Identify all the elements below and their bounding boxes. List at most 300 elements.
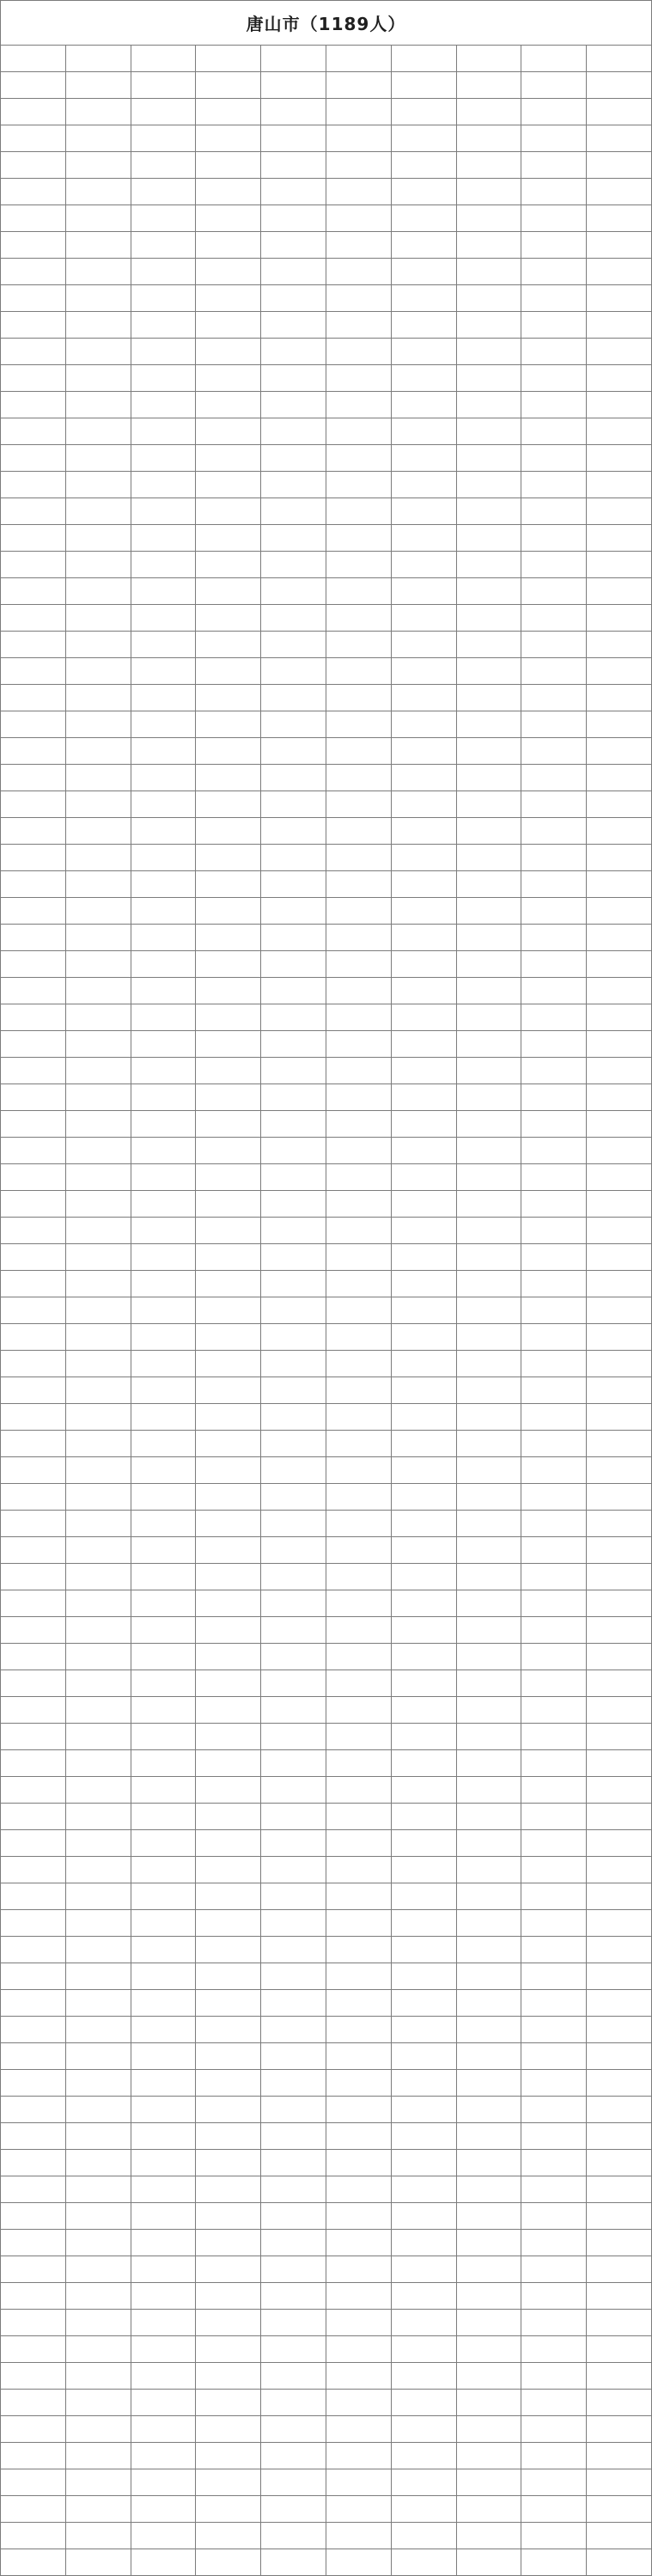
roster-name-cell [196,2443,261,2469]
roster-name-cell [587,658,652,685]
roster-name-cell [587,2123,652,2150]
roster-name-cell [196,1351,261,1377]
roster-row [1,365,652,392]
roster-row [1,1724,652,1750]
roster-name-cell [391,2496,456,2523]
roster-name-cell [261,818,326,845]
roster-name-cell [587,818,652,845]
roster-name-cell [131,1963,196,1990]
roster-row [1,72,652,99]
roster-name-cell [65,2363,131,2390]
roster-name-cell [1,1777,66,1804]
roster-name-cell [196,1111,261,1138]
roster-name-cell [1,1191,66,1218]
roster-name-cell [391,1804,456,1830]
roster-name-cell [587,72,652,99]
roster-name-cell [196,1644,261,1670]
roster-name-cell [65,1537,131,1564]
roster-name-cell [456,1804,521,1830]
roster-name-cell [521,312,587,339]
roster-name-cell [587,2256,652,2283]
roster-name-cell [521,1457,587,1484]
roster-name-cell [587,99,652,125]
roster-name-cell [261,845,326,871]
roster-name-cell [326,1857,391,1883]
roster-name-cell [326,1963,391,1990]
roster-name-cell [521,711,587,738]
roster-name-cell [131,2496,196,2523]
roster-name-cell [65,232,131,259]
roster-name-cell [131,2443,196,2469]
roster-name-cell [326,1138,391,1164]
roster-name-cell [391,205,456,232]
roster-name-cell [196,2390,261,2416]
roster-name-cell [131,72,196,99]
roster-name-cell [261,2523,326,2549]
roster-name-cell [196,2017,261,2043]
roster-name-cell [261,711,326,738]
roster-name-cell [521,2523,587,2549]
roster-name-cell [521,658,587,685]
roster-name-cell [456,205,521,232]
roster-name-cell [261,2496,326,2523]
roster-name-cell [65,2416,131,2443]
roster-name-cell [391,1590,456,1617]
roster-name-cell [587,445,652,472]
roster-name-cell [587,1537,652,1564]
roster-name-cell [65,2070,131,2097]
roster-name-cell [521,2363,587,2390]
roster-name-cell [391,1883,456,1910]
roster-name-cell [131,1830,196,1857]
roster-name-cell [261,2070,326,2097]
roster-name-cell [1,925,66,951]
roster-name-cell [1,1804,66,1830]
roster-name-cell [391,951,456,978]
roster-name-cell [65,925,131,951]
roster-name-cell [261,2336,326,2363]
roster-name-cell [326,445,391,472]
roster-name-cell [456,1910,521,1937]
roster-name-cell [196,1537,261,1564]
roster-name-cell [391,1830,456,1857]
roster-name-cell [1,2443,66,2469]
roster-name-cell [456,2416,521,2443]
roster-name-cell [65,2176,131,2203]
roster-row [1,2123,652,2150]
roster-name-cell [1,418,66,445]
roster-name-cell [391,765,456,791]
roster-name-cell [261,365,326,392]
roster-row [1,1031,652,1058]
roster-name-cell [391,2017,456,2043]
roster-name-cell [65,259,131,285]
roster-name-cell [456,99,521,125]
roster-name-cell [521,1484,587,1511]
roster-name-cell [521,632,587,658]
roster-name-cell [456,2256,521,2283]
roster-name-cell [521,1271,587,1297]
roster-row [1,1004,652,1031]
roster-name-cell [261,1377,326,1404]
roster-name-cell [65,2017,131,2043]
roster-name-cell [1,1271,66,1297]
roster-name-cell [587,2230,652,2256]
roster-name-cell [261,46,326,72]
roster-name-cell [326,1431,391,1457]
roster-row [1,2230,652,2256]
roster-name-cell [1,711,66,738]
roster-name-cell [196,99,261,125]
roster-name-cell [1,525,66,552]
roster-name-cell [391,2390,456,2416]
roster-name-cell [521,2043,587,2070]
roster-name-cell [587,1484,652,1511]
roster-row [1,2256,652,2283]
roster-name-cell [521,2176,587,2203]
roster-name-cell [131,125,196,152]
roster-row [1,179,652,205]
roster-name-cell [391,259,456,285]
roster-name-cell [65,578,131,605]
roster-name-cell [65,951,131,978]
roster-name-cell [456,845,521,871]
roster-name-cell [456,2283,521,2310]
roster-row [1,312,652,339]
roster-name-cell [587,1670,652,1697]
roster-name-cell [521,339,587,365]
roster-row [1,232,652,259]
roster-name-cell [131,978,196,1004]
roster-name-cell [326,2336,391,2363]
roster-name-cell [131,2549,196,2576]
roster-name-cell [65,525,131,552]
roster-name-cell [391,72,456,99]
roster-name-cell [196,1457,261,1484]
roster-row [1,525,652,552]
roster-name-cell [261,1697,326,1724]
roster-name-cell [391,46,456,72]
roster-name-cell [587,2523,652,2549]
roster-name-cell [521,1031,587,1058]
roster-name-cell [326,578,391,605]
roster-name-cell [456,1218,521,1244]
roster-name-cell [196,2469,261,2496]
roster-name-cell [65,1004,131,1031]
roster-name-cell [391,898,456,925]
roster-row [1,1297,652,1324]
roster-name-cell [326,259,391,285]
roster-name-cell [391,1670,456,1697]
roster-name-cell [521,1830,587,1857]
roster-name-cell [196,125,261,152]
roster-name-cell [587,1590,652,1617]
roster-name-cell [196,951,261,978]
roster-name-cell [65,1617,131,1644]
roster-name-cell [1,1244,66,1271]
roster-name-cell [391,2443,456,2469]
roster-name-cell [196,871,261,898]
roster-name-cell [261,578,326,605]
roster-name-cell [587,2150,652,2176]
roster-name-cell [261,1351,326,1377]
roster-name-cell [521,1191,587,1218]
roster-name-cell [456,285,521,312]
roster-name-cell [456,46,521,72]
roster-name-cell [456,2017,521,2043]
roster-name-cell [196,898,261,925]
roster-name-cell [65,339,131,365]
roster-name-cell [326,1058,391,1084]
roster-name-cell [521,2336,587,2363]
roster-name-cell [1,1883,66,1910]
roster-name-cell [131,818,196,845]
roster-name-cell [391,1750,456,1777]
roster-name-cell [65,2469,131,2496]
roster-name-cell [326,1457,391,1484]
roster-name-cell [196,1804,261,1830]
roster-name-cell [261,1404,326,1431]
roster-name-cell [326,1670,391,1697]
roster-name-cell [521,285,587,312]
roster-name-cell [587,711,652,738]
roster-row [1,951,652,978]
roster-name-cell [261,791,326,818]
roster-name-cell [65,1271,131,1297]
roster-name-cell [65,1511,131,1537]
roster-name-cell [261,1830,326,1857]
roster-name-cell [1,1750,66,1777]
roster-name-cell [1,2336,66,2363]
roster-name-cell [261,445,326,472]
roster-name-cell [196,1031,261,1058]
roster-name-cell [391,2336,456,2363]
roster-name-cell [521,1244,587,1271]
roster-name-cell [131,578,196,605]
roster-name-cell [326,339,391,365]
roster-name-cell [65,1963,131,1990]
roster-name-cell [391,1724,456,1750]
roster-row [1,605,652,632]
roster-name-cell [65,2390,131,2416]
roster-row [1,418,652,445]
roster-name-cell [391,605,456,632]
roster-name-cell [1,765,66,791]
roster-name-cell [65,1883,131,1910]
roster-name-cell [326,205,391,232]
roster-name-cell [196,2523,261,2549]
roster-name-cell [391,1617,456,1644]
roster-name-cell [1,1297,66,1324]
roster-name-cell [131,46,196,72]
roster-name-cell [521,1511,587,1537]
roster-row [1,2469,652,2496]
roster-name-cell [65,658,131,685]
roster-name-cell [196,392,261,418]
roster-name-cell [521,1590,587,1617]
roster-name-cell [261,1457,326,1484]
roster-name-cell [1,179,66,205]
roster-name-cell [391,1191,456,1218]
roster-name-cell [587,791,652,818]
roster-name-cell [391,978,456,1004]
roster-name-cell [521,1564,587,1590]
roster-name-cell [391,179,456,205]
roster-name-cell [456,1484,521,1511]
roster-name-cell [456,72,521,99]
roster-row [1,1351,652,1377]
roster-name-cell [65,765,131,791]
roster-name-cell [261,1031,326,1058]
roster-name-cell [521,1617,587,1644]
roster-row [1,1484,652,1511]
roster-name-cell [521,2469,587,2496]
roster-name-cell [326,1777,391,1804]
roster-name-cell [261,1271,326,1297]
roster-row [1,818,652,845]
roster-name-cell [196,2230,261,2256]
roster-name-cell [131,711,196,738]
roster-name-cell [456,2443,521,2469]
roster-name-cell [326,152,391,179]
roster-name-cell [65,685,131,711]
roster-name-cell [261,2390,326,2416]
roster-name-cell [391,552,456,578]
roster-name-cell [456,951,521,978]
roster-row [1,2150,652,2176]
roster-name-cell [587,1351,652,1377]
roster-name-cell [1,1590,66,1617]
roster-name-cell [391,2549,456,2576]
roster-name-cell [521,179,587,205]
roster-row [1,1564,652,1590]
roster-name-cell [1,152,66,179]
roster-name-cell [131,2017,196,2043]
roster-name-cell [65,1910,131,1937]
roster-row [1,978,652,1004]
roster-name-cell [391,1697,456,1724]
roster-name-cell [521,259,587,285]
roster-name-cell [587,498,652,525]
roster-name-cell [65,99,131,125]
roster-name-cell [131,1937,196,1963]
roster-name-cell [261,312,326,339]
roster-row [1,925,652,951]
roster-name-cell [261,1511,326,1537]
roster-name-cell [456,1297,521,1324]
roster-name-cell [326,285,391,312]
roster-name-cell [131,765,196,791]
roster-name-cell [391,1164,456,1191]
roster-name-cell [391,871,456,898]
roster-name-cell [326,392,391,418]
roster-name-cell [391,2283,456,2310]
roster-name-cell [521,1084,587,1111]
roster-name-cell [65,2283,131,2310]
roster-row [1,1910,652,1937]
roster-name-cell [456,2043,521,2070]
roster-name-cell [131,685,196,711]
roster-name-cell [261,99,326,125]
roster-name-cell [456,738,521,765]
roster-name-cell [391,472,456,498]
roster-name-cell [521,2549,587,2576]
roster-name-cell [1,818,66,845]
roster-name-cell [391,2176,456,2203]
roster-name-cell [261,1670,326,1697]
roster-row [1,1617,652,1644]
roster-name-cell [65,1164,131,1191]
roster-name-cell [65,2123,131,2150]
roster-name-cell [521,99,587,125]
roster-name-cell [1,2230,66,2256]
roster-name-cell [456,1058,521,1084]
roster-name-cell [391,2310,456,2336]
roster-name-cell [456,2469,521,2496]
roster-name-cell [196,2336,261,2363]
roster-name-cell [521,1644,587,1670]
roster-name-cell [456,2123,521,2150]
roster-name-cell [587,1910,652,1937]
roster-name-cell [131,658,196,685]
roster-name-cell [131,1138,196,1164]
roster-name-cell [1,605,66,632]
roster-name-cell [456,259,521,285]
roster-name-cell [391,2416,456,2443]
roster-name-cell [456,312,521,339]
roster-name-cell [521,1164,587,1191]
roster-name-cell [261,951,326,978]
roster-name-cell [326,2283,391,2310]
roster-row [1,259,652,285]
roster-name-cell [391,392,456,418]
roster-row [1,472,652,498]
roster-name-cell [196,1271,261,1297]
roster-name-cell [456,498,521,525]
roster-name-cell [1,2070,66,2097]
roster-name-cell [1,1218,66,1244]
roster-name-cell [521,898,587,925]
roster-row [1,685,652,711]
roster-name-cell [196,1590,261,1617]
roster-name-cell [261,1058,326,1084]
roster-name-cell [587,2070,652,2097]
roster-name-cell [1,1431,66,1457]
roster-name-cell [196,2283,261,2310]
roster-name-cell [521,685,587,711]
roster-name-cell [587,125,652,152]
roster-name-cell [456,1963,521,1990]
roster-name-cell [65,1724,131,1750]
roster-name-cell [131,525,196,552]
roster-name-cell [326,898,391,925]
roster-name-cell [326,925,391,951]
roster-name-cell [261,1004,326,1031]
roster-row [1,1164,652,1191]
roster-name-cell [131,1484,196,1511]
roster-name-cell [391,818,456,845]
roster-name-cell [326,2203,391,2230]
roster-name-cell [587,339,652,365]
roster-name-cell [196,1191,261,1218]
roster-name-cell [131,1857,196,1883]
roster-name-cell [326,2363,391,2390]
roster-name-cell [1,845,66,871]
roster-row [1,498,652,525]
roster-name-cell [196,978,261,1004]
roster-row [1,898,652,925]
roster-name-cell [196,1777,261,1804]
